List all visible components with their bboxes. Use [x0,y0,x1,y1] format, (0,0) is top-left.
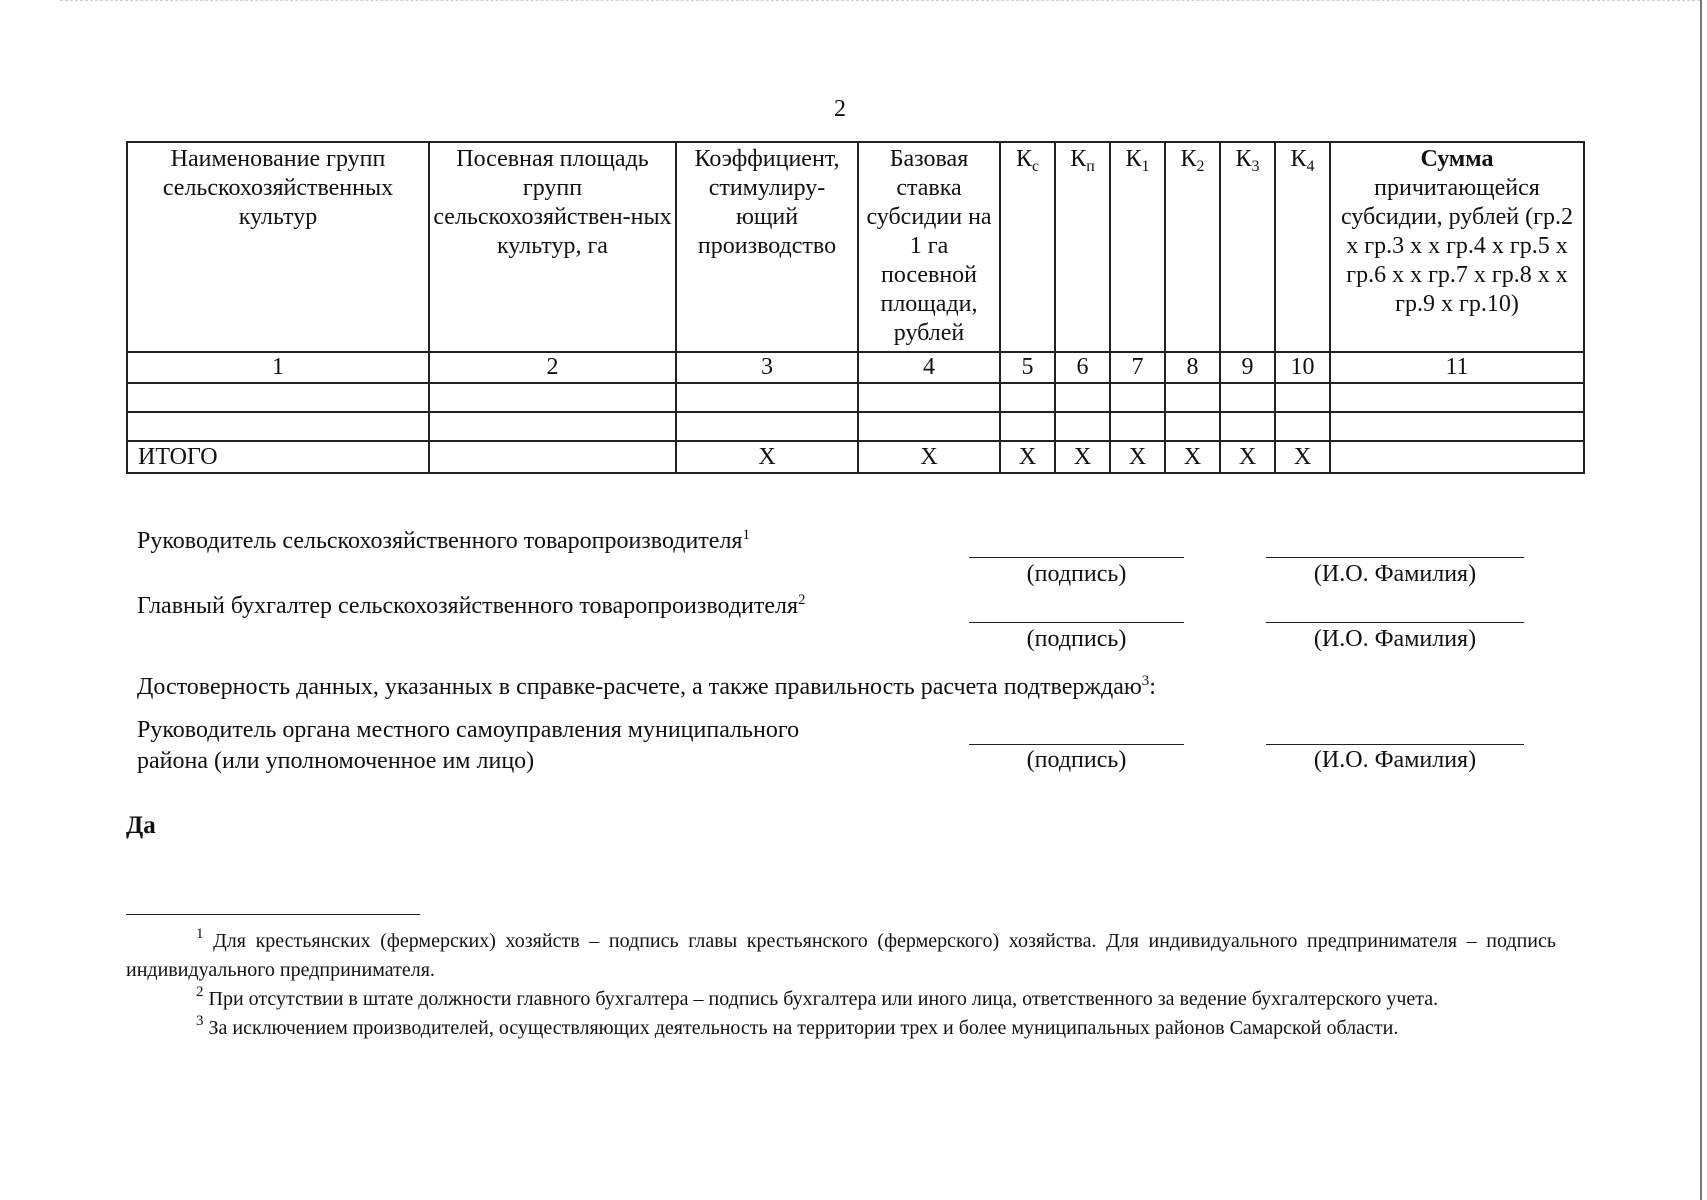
header-coefficient: Коэффициент, стимулиру-ющий производство [676,142,858,352]
table-cell [1165,383,1220,412]
total-cell: Х [1220,441,1275,473]
authority-signature-caption: (подпись) [1026,747,1127,773]
header-subsidy-sum-title: Сумма [1420,146,1494,172]
footnote-1: $^1$ Для крестьянских (фермерских) хозяйств – подпись главы крестьянского (фермерского) хозяйства. Для индивидуального предпринимателя – подпись индивидуального предпринимателя. [126,926,1556,981]
footnote-2: $^2$ При отсутствии в штате должности главного бухгалтера – подпись бухгалтера или иного лица, ответственного за ведение бухгалтерского учета. [196,984,1439,1010]
authority-signature-line [969,744,1184,745]
accountant-signature-line [969,622,1184,623]
page-number: 2 [834,96,846,122]
footnote-3: $^3$ За исключением производителей, осуществляющих деятельность на территории трех и более муниципальных районов Самарской области. [196,1013,1399,1039]
accountant-signature-label: Главный бухгалтер сельскохозяйственного товаропроизводителя$^2$ [137,592,806,619]
footnotes [126,927,1556,1043]
total-cell: Х [1000,441,1055,473]
total-cell: Х [1275,441,1330,473]
total-cell: Х [676,441,858,473]
authority-label-line1: Руководитель органа местного самоуправления муниципального [137,717,800,743]
table-cell [1055,412,1110,441]
authority-name-line [1266,744,1524,745]
table-row [127,412,1584,441]
authority-label-line2: района (или уполномоченное им лицо) [137,748,535,774]
table-cell [1110,383,1165,412]
column-number: 7 [1110,352,1165,383]
header-k-4: $К_4$ [1275,142,1330,352]
column-number-row [127,352,1584,383]
total-cell [429,441,676,473]
header-k-2: $К_2$ [1165,142,1220,352]
table-row [127,383,1584,412]
column-number: 9 [1220,352,1275,383]
table-cell [1165,412,1220,441]
table-cell [1275,412,1330,441]
column-number: 1 [127,352,429,383]
head-signature-line [969,557,1184,558]
footnote-separator [126,914,420,915]
column-number: 10 [1275,352,1330,383]
table-cell [429,412,676,441]
head-name-caption: (И.О. Фамилия) [1313,561,1477,587]
head-signature-label: Руководитель сельскохозяйственного товаропроизводителя$^1$ [137,527,750,554]
header-k-1: $К_1$ [1110,142,1165,352]
column-number: 8 [1165,352,1220,383]
table-cell [429,383,676,412]
table-cell [127,383,429,412]
accountant-name-caption: (И.О. Фамилия) [1313,626,1477,652]
total-cell: Х [1165,441,1220,473]
confirmation-text: Достоверность данных, указанных в справке-расчете, а также правильность расчета подтверждаю$^3$: [137,673,1156,700]
header-subsidy-sum [1330,142,1584,352]
table-cell [1220,383,1275,412]
table-cell [1055,383,1110,412]
table-cell [858,383,1000,412]
total-cell: Х [858,441,1000,473]
total-label: ИТОГО [127,441,429,473]
column-number: 5 [1000,352,1055,383]
authority-name-caption: (И.О. Фамилия) [1313,747,1477,773]
da-mark: Да [126,812,156,839]
header-base-rate: Базовая ставка субсидии на 1 га посевной площади, рублей [858,142,1000,352]
table-cell [858,412,1000,441]
table-cell [1275,383,1330,412]
table-cell [1330,412,1584,441]
header-subsidy-sum-text: причитающейся субсидии, рублей (гр.2 х гр.3 х х гр.4 х гр.5 х гр.6 х х гр.7 х гр.8 х х гр.9 х гр.10) [1341,175,1573,317]
table-header-row [127,142,1584,352]
accountant-signature-caption: (подпись) [1026,626,1127,652]
head-signature-caption: (подпись) [1026,561,1127,587]
head-name-line [1266,557,1524,558]
table-cell [1000,412,1055,441]
column-number: 11 [1330,352,1584,383]
table-cell [676,383,858,412]
total-cell: Х [1055,441,1110,473]
table-cell [1000,383,1055,412]
header-crop-group: Наименование групп сельскохозяйственных культур [127,142,429,352]
header-sown-area: Посевная площадь групп сельскохозяйствен-ных культур, га [429,142,676,352]
total-cell: Х [1110,441,1165,473]
subsidy-calculation-table [126,141,1585,474]
table-cell [1330,383,1584,412]
header-k-3: $К_3$ [1220,142,1275,352]
column-number: 3 [676,352,858,383]
column-number: 4 [858,352,1000,383]
table-cell [1110,412,1165,441]
scan-edge-right [1700,0,1702,1200]
table-cell [1220,412,1275,441]
total-cell [1330,441,1584,473]
authority-signature-label [137,715,799,777]
total-row [127,441,1584,473]
table-cell [676,412,858,441]
column-number: 6 [1055,352,1110,383]
column-number: 2 [429,352,676,383]
header-k-p: $К_п$ [1055,142,1110,352]
scan-edge-top [60,0,1700,7]
header-k-c: $К_с$ [1000,142,1055,352]
table-cell [127,412,429,441]
accountant-name-line [1266,622,1524,623]
